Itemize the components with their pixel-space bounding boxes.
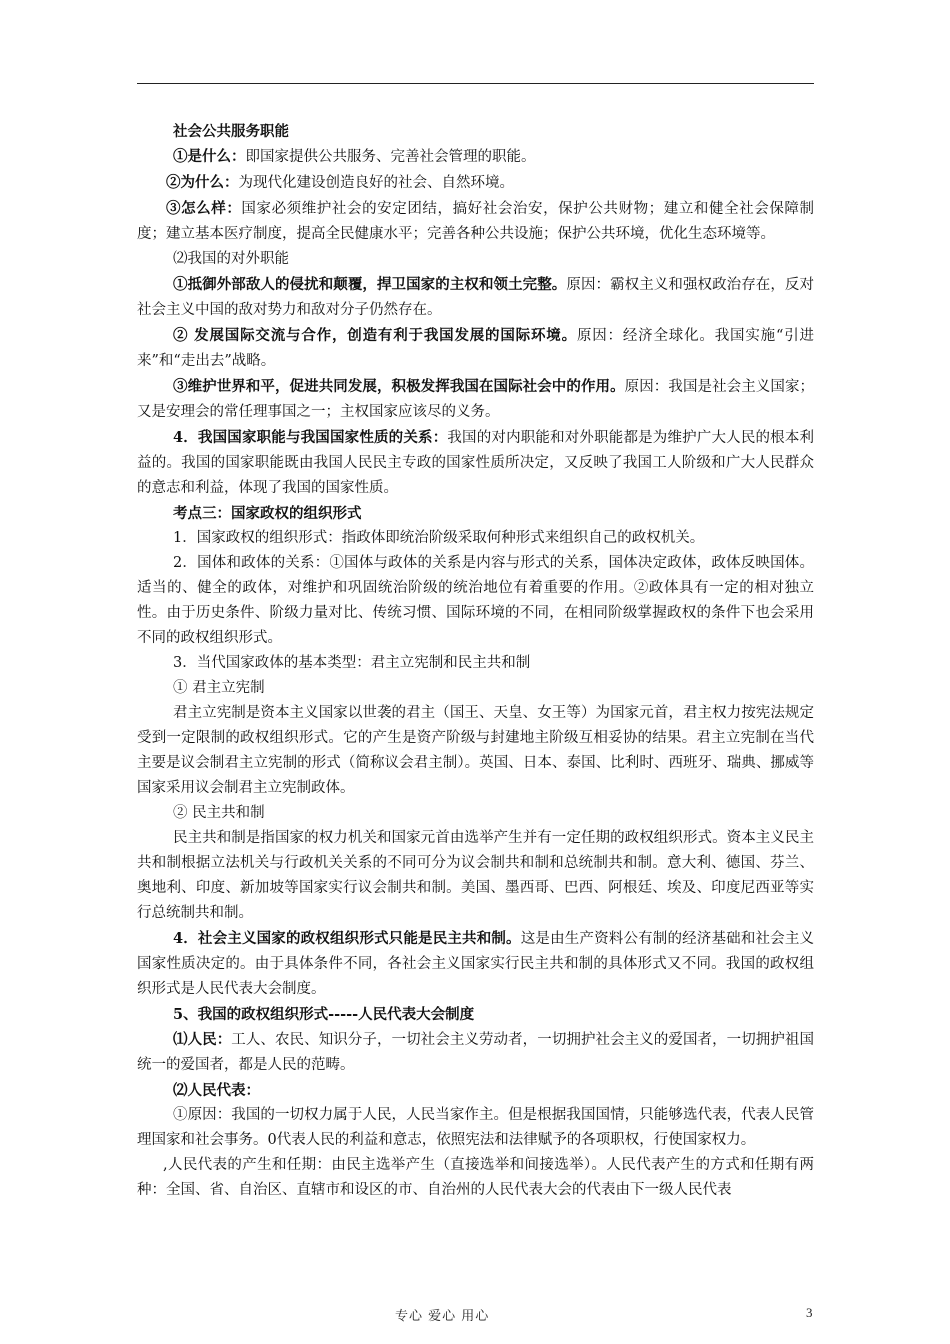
section-heading-public-service: 社会公共服务职能 — [173, 123, 289, 140]
footer-slogan: 专心 爱心 用心 — [395, 1309, 490, 1324]
paragraph-socialist-form — [137, 926, 814, 1002]
people-text: 工人、农民、知识分子，一切社会主义劳动者，一切拥护社会主义的爱国者，一切拥护祖国统一的爱国者，都是人民的范畴。 — [137, 1032, 814, 1073]
paragraph-deputies-reason: ①原因：我国的一切权力属于人民，人民当家作主。但是根据我国国情，只能够选代表，代表人民管理国家和社会事务。0代表人民的利益和意志，依照宪法和法律赋予的各项职权，行使国家权力。 — [137, 1107, 814, 1148]
paragraph-external-2 — [137, 323, 814, 374]
paragraph-republic: 民主共和制是指国家的权力机关和国家元首由选举产生并有一定任期的政权组织形式。资本主义民主共和制根据立法机关与行政机关关系的不同可分为议会制共和制和总统制共和制。意大利、德国、芬兰、奥地利、印度、新加坡等国家实行议会制共和制。美国、墨西哥、巴西、阿根廷、埃及、印度尼西亚等实行总统制共和制。 — [137, 830, 814, 921]
paragraph-people — [137, 1027, 814, 1078]
external-2-text: 原因：经济全球化。我国实施“引进来”和“走出去”战略。 — [137, 328, 815, 369]
header-rule — [137, 83, 814, 84]
paragraph-kp3-2: 2．国体和政体的关系：①国体与政体的关系是内容与形式的关系，国体决定政体，政体反映国体。适当的、健全的政体，对维护和巩固统治阶级的统治地位有着重要的作用。②政体具有一定的相对独立性。由于历史条件、阶级力量对比、传统习惯、国际环境的不同，在相同阶级掌握政权的条件下也会采用不同的政权组织形式。 — [137, 555, 814, 646]
text-how: 国家必须维护社会的安定团结，搞好社会治安，保护公共财物；建立和健全社会保障制度；建立基本医疗制度，提高全民健康水平；完善各种公共设施；保护公共环境，优化生态环境等。 — [137, 201, 815, 242]
paragraph-kp3-3: 3．当代国家政体的基本类型：君主立宪制和民主共和制 — [173, 655, 531, 671]
label-what: ①是什么： — [173, 148, 246, 165]
paragraph-relationship — [137, 425, 814, 501]
paragraph-external-1 — [137, 272, 814, 323]
section-heading-kp3: 考点三：国家政权的组织形式 — [173, 505, 362, 522]
paragraph-deputies-term: ,人民代表的产生和任期：由民主选举产生（直接选举和间接选举）。人民代表产生的方式和任期有两种：全国、省、自治区、直辖市和设区的市、自治州的人民代表大会的代表由下一级人民代表 — [137, 1157, 814, 1198]
external-3-bold: ③维护世界和平，促进共同发展，积极发挥我国在国际社会中的作用。 — [173, 378, 625, 395]
subheading-republic: ② 民主共和制 — [173, 805, 265, 821]
people-bold: ⑴人民： — [173, 1031, 232, 1048]
section-heading-npc: 5、我国的政权组织形式-----人民代表大会制度 — [173, 1006, 475, 1023]
socialist-form-bold: 4．社会主义国家的政权组织形式只能是民主共和制。 — [173, 930, 521, 947]
subheading-deputies: ⑵人民代表： — [173, 1082, 260, 1099]
section-heading-external: ⑵我国的对外职能 — [173, 251, 289, 267]
external-2-bold: ② 发展国际交流与合作，创造有利于我国发展的国际环境。 — [173, 327, 577, 344]
socialist-form-text: 这是由生产资料公有制的经济基础和社会主义国家性质决定的。由于具体条件不同，各社会主义国家实行民主共和制的具体形式又不同。我国的政权组织形式是人民代表大会制度。 — [137, 931, 815, 997]
paragraph-monarchy: 君主立宪制是资本主义国家以世袭的君主（国王、天皇、女王等）为国家元首，君主权力按宪法规定受到一定限制的政权组织形式。它的产生是资产阶级与封建地主阶级互相妥协的结果。君主立宪制在当代主要是议会制君主立宪制的形式（简称议会君主制）。英国、日本、泰国、比利时、西班牙、瑞典、挪威等国家采用议会制君主立宪制政体。 — [137, 705, 814, 796]
external-3-text: 原因：我国是社会主义国家；又是安理会的常任理事国之一；主权国家应该尽的义务。 — [137, 379, 815, 420]
text-why: 为现代化建设创造良好的社会、自然环境。 — [238, 175, 514, 191]
label-why: ②为什么： — [166, 174, 239, 191]
relationship-text: 我国的对内职能和对外职能都是为维护广大人民的根本利益的。我国的国家职能既由我国人民民主专政的国家性质所决定，又反映了我国工人阶级和广大人民群众的意志和利益，体现了我国的国家性质。 — [137, 430, 815, 496]
paragraph-public-why — [137, 170, 814, 196]
document-body — [137, 119, 814, 1203]
paragraph-kp3-1: 1．国家政权的组织形式：指政体即统治阶级采取何种形式来组织自己的政权机关。 — [173, 530, 705, 546]
paragraph-public-what — [137, 144, 814, 170]
page-number: 3 — [806, 1305, 813, 1320]
subheading-monarchy: ① 君主立宪制 — [173, 680, 265, 696]
paragraph-public-how — [137, 196, 814, 247]
label-how: ③怎么样： — [166, 200, 242, 217]
text-what: 即国家提供公共服务、完善社会管理的职能。 — [245, 149, 536, 165]
paragraph-external-3 — [137, 374, 814, 425]
external-1-bold: ①抵御外部敌人的侵扰和颠覆，捍卫国家的主权和领土完整。 — [173, 276, 567, 293]
relationship-bold: 4．我国国家职能与我国国家性质的关系： — [173, 429, 448, 446]
external-1-text: 原因：霸权主义和强权政治存在，反对社会主义中国的敌对势力和敌对分子仍然存在。 — [137, 277, 815, 318]
